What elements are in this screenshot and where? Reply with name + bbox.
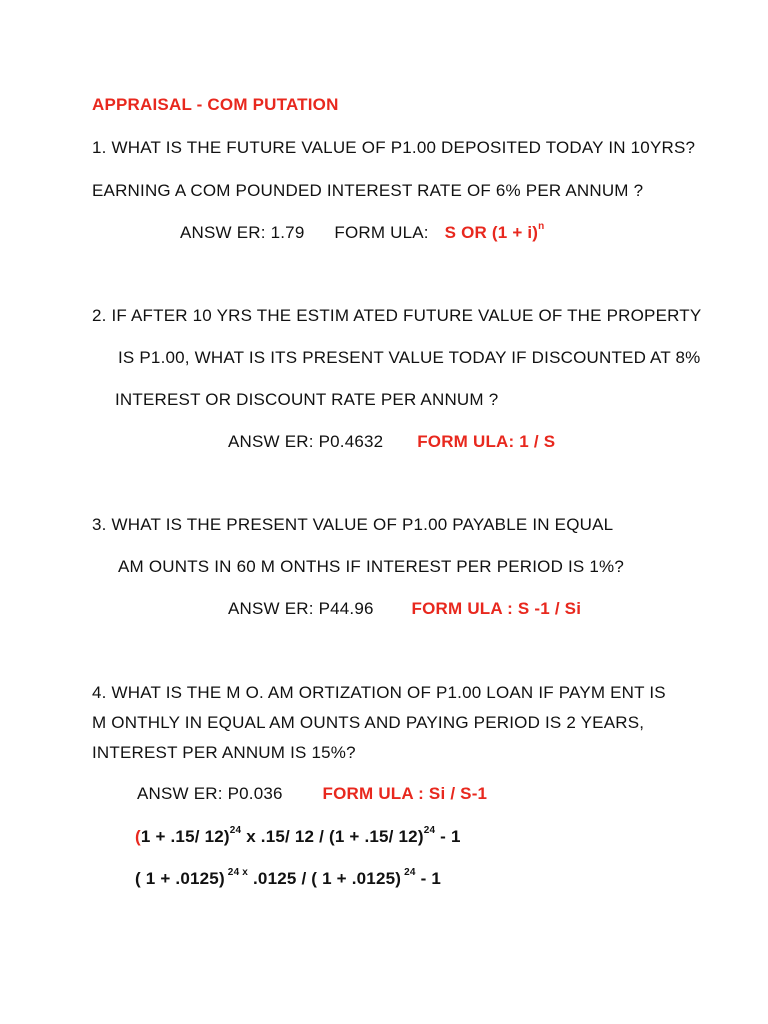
q4-answer-row [137, 784, 487, 804]
page-title: APPRAISAL - COM PUTATION [92, 95, 339, 114]
q4-answer: ANSW ER: P0.036 [137, 784, 283, 803]
q1-formula: S OR $(1 + i)^n$ [444, 221, 545, 242]
q4-formula: FORM ULA : Si / S-1 [322, 784, 488, 803]
q2-line-3: INTEREST OR DISCOUNT RATE PER ANNUM ? [115, 390, 499, 409]
q3-answer-row [228, 599, 581, 619]
q1-answer-row [180, 223, 544, 243]
q4-line-3: INTEREST PER ANNUM IS 15%? [92, 743, 356, 762]
q4-line-2: M ONTHLY IN EQUAL AM OUNTS AND PAYING PERIOD IS 2 YEARS, [92, 713, 645, 732]
q2-line-1: 2. IF AFTER 10 YRS THE ESTIM ATED FUTURE VALUE OF THE PROPERTY [92, 306, 702, 325]
q3-formula: FORM ULA : S -1 / Si [411, 599, 582, 618]
q2-formula: FORM ULA: 1 / S [417, 432, 556, 451]
q1-answer: ANSW ER: 1.79 [180, 223, 305, 242]
q2-answer-row [228, 432, 555, 452]
q4-expression-2: ( 1 + .0125) $^{24 x}$ .0125 / ( 1 + .0125) $^{24}$ - 1 [135, 867, 442, 888]
q1-formula-label: FORM ULA: [334, 223, 429, 242]
q3-line-1: 3. WHAT IS THE PRESENT VALUE OF P1.00 PAYABLE IN EQUAL [92, 515, 614, 534]
q3-answer: ANSW ER: P44.96 [228, 599, 374, 618]
q4-line-1: 4. WHAT IS THE M O. AM ORTIZATION OF P1.00 LOAN IF PAYM ENT IS [92, 683, 666, 702]
q1-line-2: EARNING A COM POUNDED INTEREST RATE OF 6% PER ANNUM ? [92, 181, 644, 200]
q2-line-2: IS P1.00, WHAT IS ITS PRESENT VALUE TODAY IF DISCOUNTED AT 8% [118, 348, 701, 367]
q4-expression-1: (1 + .15/ 12)$^{24}$ x .15/ 12 / (1 + .15/ 12)$^{24}$ - 1 [135, 825, 461, 846]
q1-line-1: 1. WHAT IS THE FUTURE VALUE OF P1.00 DEPOSITED TODAY IN 10YRS? [92, 138, 696, 157]
q2-answer: ANSW ER: P0.4632 [228, 432, 384, 451]
open-paren-highlight: ( [135, 827, 141, 846]
q3-line-2: AM OUNTS IN 60 M ONTHS IF INTEREST PER PERIOD IS 1%? [118, 557, 625, 576]
